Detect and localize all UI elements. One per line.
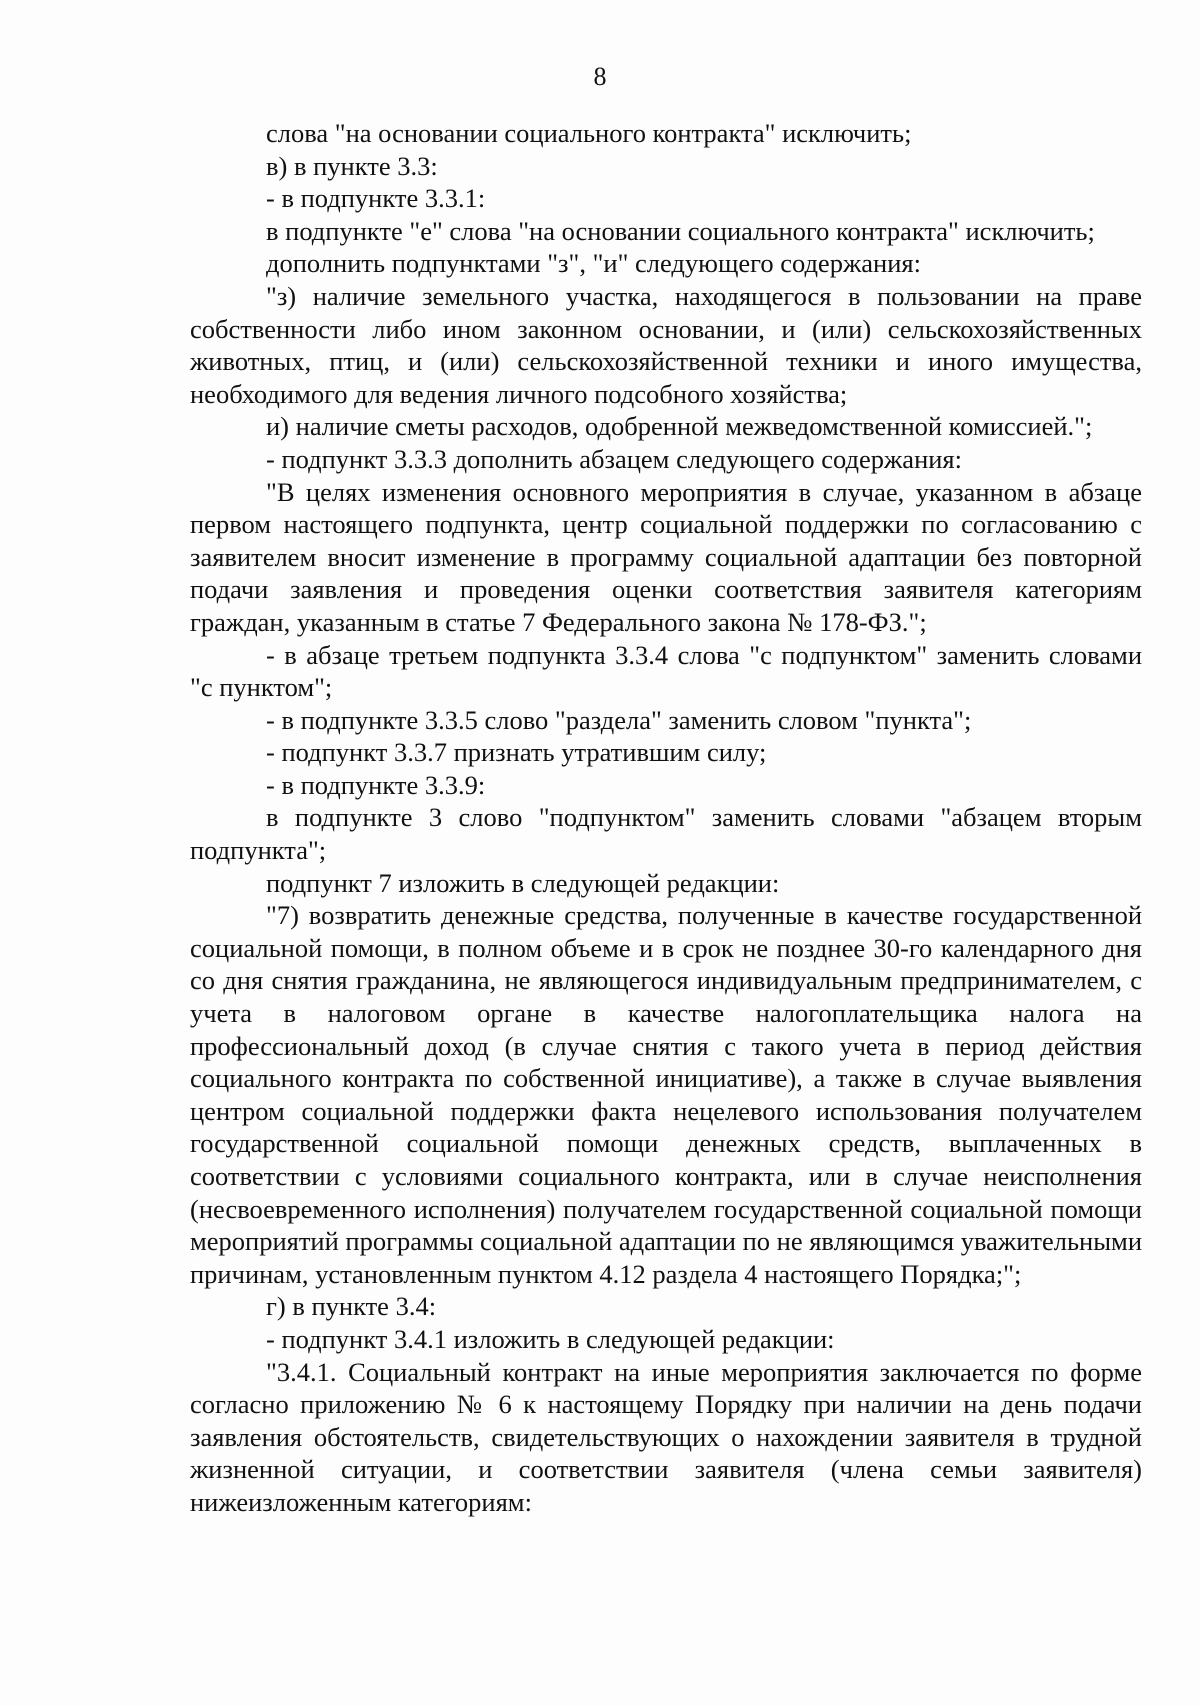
paragraph: и) наличие сметы расходов, одобренной межведомственной комиссией.";	[266, 411, 1093, 442]
paragraph: г) в пункте 3.4:	[266, 1291, 437, 1322]
paragraph: - подпункт 3.3.7 признать утратившим силу;	[266, 737, 767, 768]
paragraph: слова "на основании социального контракта" исключить;	[266, 118, 912, 148]
page-number: 8	[593, 62, 607, 91]
paragraph: - подпункт 3.3.3 дополнить абзацем следующего содержания:	[266, 443, 962, 474]
paragraph: - в подпункте 3.3.5 слово "раздела" заменить словом "пункта";	[266, 704, 972, 735]
paragraph: в подпункте 3 слово "подпунктом" заменить словами "абзацем вторым подпункта";	[190, 802, 1142, 866]
paragraph: - в подпункте 3.3.1:	[266, 183, 486, 214]
paragraph: "В целях изменения основного мероприятия в случае, указанном в абзаце первом настоящего подпункта, центр социальной поддержки по согласованию с заявителем вносит изменение в программу социальной адаптации без повторной подачи заявления и проведения оценки соответствия заявителя категориям граждан, указанным в статье 7 Федерального закона № 178-ФЗ.";	[190, 476, 1142, 637]
paragraph: - подпункт 3.4.1 изложить в следующей редакции:	[266, 1323, 835, 1354]
paragraph: в) в пункте 3.3:	[266, 150, 438, 181]
paragraph: "3.4.1. Социальный контракт на иные мероприятия заключается по форме согласно приложению № 6 к настоящему Порядку при наличии на день подачи заявления обстоятельств, свидетельствующих о нахождении заявителя в трудной жизненной ситуации, и соответствии заявителя (члена семьи заявителя) нижеизложенным категориям:	[190, 1356, 1142, 1517]
paragraph: дополнить подпунктами "з", "и" следующего содержания:	[266, 248, 921, 279]
paragraph: - в абзаце третьем подпункта 3.3.4 слова "с подпунктом" заменить словами "с пунктом";	[190, 639, 1142, 703]
paragraph: "з) наличие земельного участка, находящегося в пользовании на праве собственности либо ином законном основании, и (или) сельскохозяйственных животных, птиц, и (или) сельскохозяйственной техники и иного имущества, необходимого для ведения личного подсобного хозяйства;	[190, 280, 1142, 409]
paragraph: "7) возвратить денежные средства, полученные в качестве государственной социальной помощи, в полном объеме и в срок не позднее 30-го календарного дня со дня снятия гражданина, не являющегося индивидуальным предпринимателем, с учета в налоговом органе в качестве налогоплательщика налога на профессиональный доход (в случае снятия с такого учета в период действия социального контракта по собственной инициативе), а также в случае выявления центром социальной поддержки факта нецелевого использования получателем государственной социальной помощи денежных средств, выплаченных в соответствии с условиями социального контракта, или в случае неисполнения (несвоевременного исполнения) получателем государственной социальной помощи мероприятий программы социальной адаптации по не являющимся уважительными причинам, установленным пунктом 4.12 раздела 4 настоящего Порядка;";	[190, 900, 1142, 1289]
paragraph: подпункт 7 изложить в следующей редакции:	[266, 867, 780, 898]
document-body	[190, 117, 1142, 1519]
paragraph: в подпункте "е" слова "на основании социального контракта" исключить;	[266, 215, 1095, 246]
paragraph: - в подпункте 3.3.9:	[266, 769, 486, 800]
